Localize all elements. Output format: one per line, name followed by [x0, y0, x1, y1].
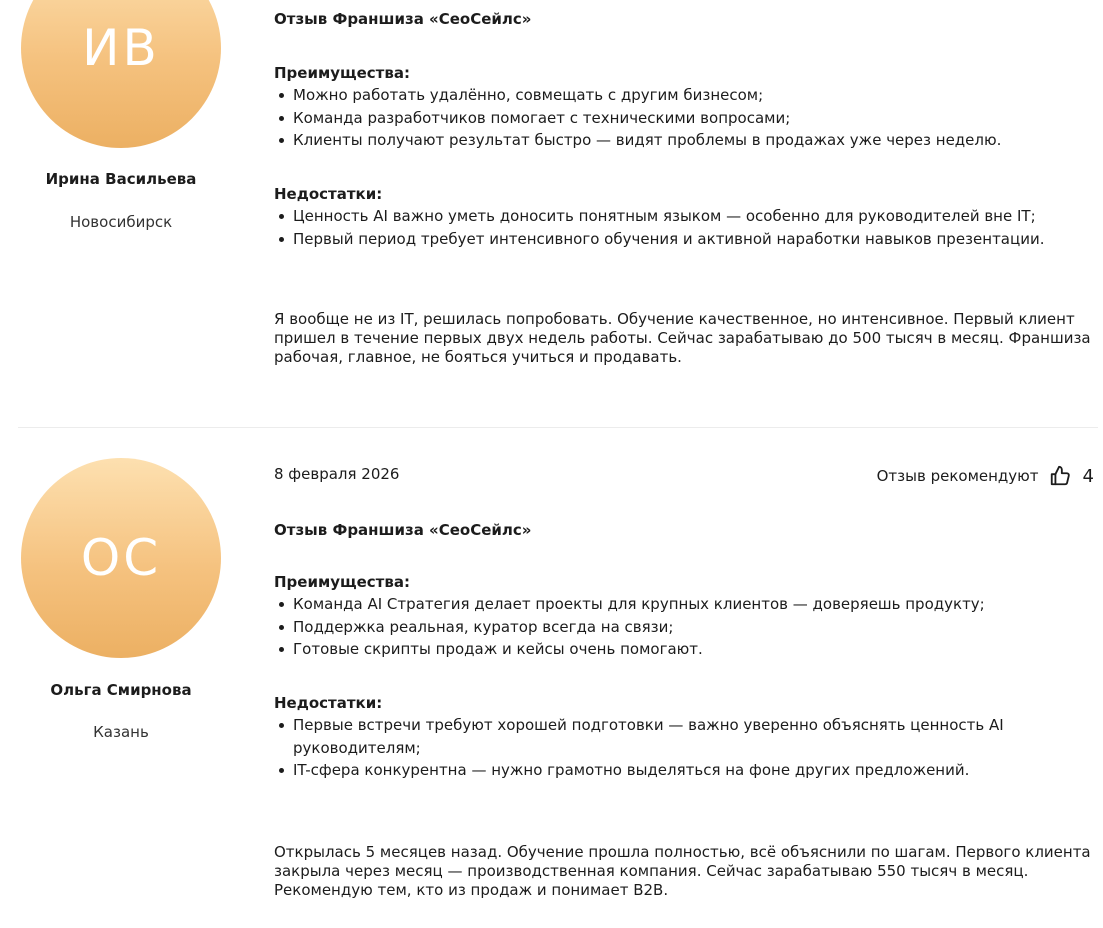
cons-item: Ценность AI важно уметь доносить понятным языком — особенно для руководителей вне IT;	[274, 205, 1074, 228]
review-title: Отзыв Франшиза «СеоСейлс»	[274, 521, 532, 539]
pros-item: Можно работать удалённо, совмещать с другим бизнесом;	[274, 84, 1074, 107]
review-meta	[274, 465, 1094, 487]
cons-heading: Недостатки:	[274, 694, 383, 712]
thumbs-up-icon[interactable]	[1049, 465, 1071, 487]
cons-list	[274, 205, 1074, 250]
author-name: Ольга Смирнова	[50, 681, 192, 699]
review-date: 8 февраля 2026	[274, 465, 400, 483]
author-city: Новосибирск	[69, 213, 173, 231]
avatar-initials: ИВ	[82, 19, 160, 77]
review-title: Отзыв Франшиза «СеоСейлс»	[274, 10, 532, 28]
review-card	[0, 0, 1103, 408]
review-card	[0, 458, 1103, 928]
cons-item: Первый период требует интенсивного обучения и активной наработки навыков презентации.	[274, 228, 1074, 251]
cons-item: Первые встречи требуют хорошей подготовки — важно уверенно объяснять ценность AI руководителям;	[274, 714, 1074, 759]
pros-item: Команда AI Стратегия делает проекты для крупных клиентов — доверяешь продукту;	[274, 593, 1074, 616]
pros-item: Команда разработчиков помогает с техническими вопросами;	[274, 107, 1074, 130]
author-city: Казань	[93, 723, 149, 741]
pros-item: Готовые скрипты продаж и кейсы очень помогают.	[274, 638, 1074, 661]
review-text: Открылась 5 месяцев назад. Обучение прошла полностью, всё объяснили по шагам. Первого клиента закрыла через месяц — производственная компания. Сейчас зарабатываю 550 тысяч в месяц. Рекомендую тем, кто из продаж и понимает B2B.	[274, 843, 1091, 899]
recommend-count: 4	[1082, 465, 1094, 487]
recommend-label: Отзыв рекомендуют	[876, 467, 1039, 485]
author-name: Ирина Васильева	[45, 170, 197, 188]
recommend-button[interactable]	[877, 465, 1094, 487]
pros-heading: Преимущества:	[274, 64, 410, 82]
cons-list	[274, 714, 1074, 782]
avatar	[21, 0, 221, 148]
pros-list	[274, 593, 1074, 661]
pros-list	[274, 84, 1074, 152]
review-text: Я вообще не из IT, решилась попробовать. Обучение качественное, но интенсивное. Первый клиент пришел в течение первых двух недель работы. Сейчас зарабатываю до 500 тысяч в месяц. Франшиза рабочая, главное, не бояться учиться и продавать.	[274, 310, 1091, 366]
avatar	[21, 458, 221, 658]
cons-item: IT-сфера конкурентна — нужно грамотно выделяться на фоне других предложений.	[274, 759, 1074, 782]
cons-heading: Недостатки:	[274, 185, 383, 203]
pros-item: Поддержка реальная, куратор всегда на связи;	[274, 616, 1074, 639]
avatar-initials: ОС	[80, 529, 162, 587]
review-divider	[18, 427, 1098, 428]
pros-heading: Преимущества:	[274, 573, 410, 591]
pros-item: Клиенты получают результат быстро — видят проблемы в продажах уже через неделю.	[274, 129, 1074, 152]
